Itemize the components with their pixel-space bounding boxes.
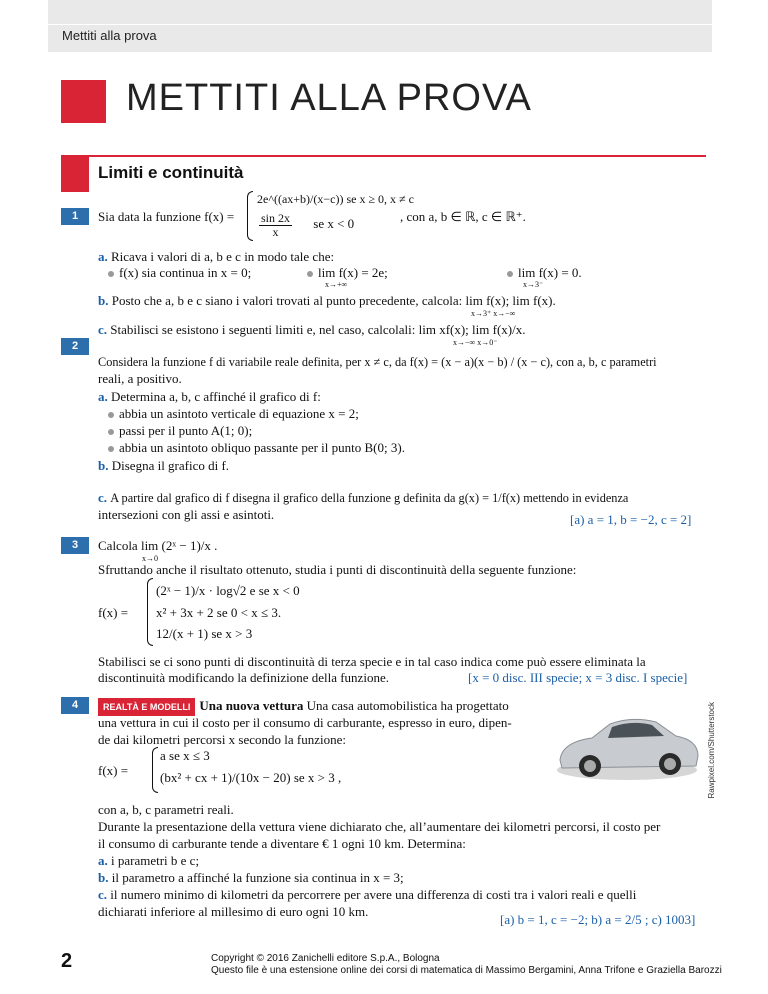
ex4-line4: con a, b, c parametri reali. (98, 802, 234, 817)
bullet-icon (307, 271, 313, 277)
ex4-c-text2: dichiarati inferiore al millesimo di euro ogni 10 km. (98, 904, 369, 919)
exercise-number: 1 (61, 208, 89, 225)
item-label: b. (98, 458, 109, 473)
ex3-f-label: f(x) = (98, 605, 129, 620)
ex1-b-text: Posto che a, b e c siano i valori trovati al punto precedente, calcola: lim f(x); lim f(x). (111, 293, 556, 308)
piecewise-brace (152, 747, 158, 793)
frac-num: sin 2x (261, 211, 291, 225)
limit-subscript: x→3⁻ (523, 280, 544, 289)
item-label: c. (98, 322, 108, 337)
ex2-line2: reali, a positivo. (98, 371, 182, 386)
exercise-number: 3 (61, 537, 89, 554)
ex4-line2: una vettura in cui il costo per il consumo di carburante, espresso in euro, dipen- (98, 715, 512, 730)
copyright: Copyright © 2016 Zanichelli editore S.p.A., Bologna (211, 953, 440, 964)
section-title: Limiti e continuità (98, 163, 244, 182)
ex3-case3: 12/(x + 1) se x > 3 (156, 626, 253, 641)
ex4-f-label: f(x) = (98, 763, 129, 778)
ex1-case1: 2e^((ax+b)/(x−c)) se x ≥ 0, x ≠ c (257, 192, 414, 206)
ex2-c-text: A partire dal grafico di f disegna il grafico della funzione g definita da g(x) = 1/f(x) mettendo in evidenza (110, 491, 629, 505)
ex2-a-bullet3: abbia un asintoto obliquo passante per il punto B(0; 3). (119, 440, 405, 455)
ex2-a-text: Determina a, b, c affinché il grafico di f: (111, 389, 321, 404)
ex4-line6: il consumo di carburante tende a diventare € 1 ogni 10 km. Determina: (98, 836, 466, 851)
item-label: b. (98, 293, 109, 308)
limit-subscript: x→+∞ (325, 280, 348, 289)
ex3-line2: Sfruttando anche il risultato ottenuto, studia i punti di discontinuità della seguente funzione: (98, 562, 577, 577)
section-marker (61, 155, 89, 192)
bullet-icon (108, 412, 114, 418)
ex4-line1: Una casa automobilistica ha progettato (306, 698, 509, 713)
ex4-case2: (bx² + cx + 1)/(10x − 20) se x > 3 , (160, 770, 342, 785)
ex4-case1: a se x ≤ 3 (160, 748, 210, 763)
ex4-c-text: il numero minimo di kilometri da percorrere per avere una differenza di costi tra i valori reali e quelli (110, 887, 637, 902)
section-rule (89, 155, 706, 157)
ex1-case2-cond: se x < 0 (313, 216, 355, 232)
ex1-a-bullet1: f(x) sia continua in x = 0; (119, 265, 252, 280)
item-label: a. (98, 853, 108, 868)
item-label: a. (98, 389, 108, 404)
ex2-line1: Considera la funzione f di variabile reale definita, per x ≠ c, da f(x) = (x − a)(x − b) / (x − c), con a, b, c parametri (98, 355, 657, 369)
topic-badge: REALTÀ E MODELLI (98, 698, 195, 716)
frac-den: x (272, 225, 279, 239)
car-photo (552, 700, 702, 790)
exercise-number: 2 (61, 338, 89, 355)
piecewise-brace (247, 191, 253, 241)
ex3-case1: (2ˣ − 1)/x · log√2 e se x < 0 (156, 583, 300, 598)
ex2-a-bullet1: abbia un asintoto verticale di equazione x = 2; (119, 406, 359, 421)
ex3-line4: discontinuità modificando la definizione della funzione. (98, 670, 389, 685)
item-label: c. (98, 887, 108, 902)
page-title: METTITI ALLA PROVA (126, 77, 532, 119)
ex3-case2: x² + 3x + 2 se 0 < x ≤ 3. (156, 605, 282, 620)
ex1-a-bullet3: lim f(x) = 0. (518, 265, 582, 280)
item-label: c. (98, 490, 108, 505)
footer-note: Questo file è una estensione online dei corsi di matematica di Massimo Bergamini, Anna Trifone e Graziella Barozzi (211, 965, 722, 976)
ex1-conditions: , con a, b ∈ ℝ, c ∈ ℝ⁺. (400, 209, 526, 224)
ex4-heading: Una nuova vettura (199, 698, 304, 713)
limit-subscript: x→3⁺ x→−∞ (471, 309, 516, 318)
ex4-a-text: i parametri b e c; (111, 853, 200, 868)
ex4-answer: [a) b = 1, c = −2; b) a = 2/5 ; c) 1003] (500, 912, 696, 927)
piecewise-brace (147, 578, 153, 646)
ex3-line1: Calcola lim (2ˣ − 1)/x . (98, 538, 218, 553)
title-marker (61, 80, 106, 123)
bullet-icon (507, 271, 513, 277)
page-number: 2 (61, 950, 73, 972)
limit-subscript: x→0 (142, 554, 158, 563)
bullet-icon (108, 271, 114, 277)
ex2-c-text2: intersezioni con gli assi e asintoti. (98, 507, 275, 522)
bullet-icon (108, 446, 114, 452)
ex4-line5: Durante la presentazione della vettura viene dichiarato che, all’aumentare dei kilometri percorsi, il costo per (98, 819, 661, 834)
ex3-line3: Stabilisci se ci sono punti di discontinuità di terza specie e in tal caso indica come può essere eliminata la (98, 654, 646, 669)
ex2-answer: [a) a = 1, b = −2, c = 2] (570, 512, 692, 527)
limit-subscript: x→−∞ x→0⁻ (453, 338, 498, 347)
ex2-b-text: Disegna il grafico di f. (111, 458, 230, 473)
ex4-line3: de dai kilometri percorsi x secondo la funzione: (98, 732, 347, 747)
footer (211, 953, 722, 977)
ex3-answer: [x = 0 disc. III specie; x = 3 disc. I specie] (468, 670, 688, 685)
photo-credit: Rawpixel.com/Shutterstock (707, 702, 716, 799)
running-header (48, 0, 712, 52)
ex1-a-bullet2: lim f(x) = 2e; (318, 265, 388, 280)
item-label: b. (98, 870, 109, 885)
ex2-a-bullet2: passi per il punto A(1; 0); (119, 423, 253, 438)
bullet-icon (108, 429, 114, 435)
ex1-a-text: Ricava i valori di a, b e c in modo tale che: (111, 249, 335, 264)
ex1-c-text: Stabilisci se esistono i seguenti limiti e, nel caso, calcolali: lim xf(x); lim f(x)/x. (110, 322, 526, 337)
item-label: a. (98, 249, 108, 264)
ex4-b-text: il parametro a affinché la funzione sia continua in x = 3; (111, 870, 404, 885)
exercise-number: 4 (61, 697, 89, 714)
ex1-case2 (259, 212, 354, 239)
ex1-intro: Sia data la funzione f(x) = (98, 209, 235, 224)
running-title: Mettiti alla prova (62, 28, 157, 43)
